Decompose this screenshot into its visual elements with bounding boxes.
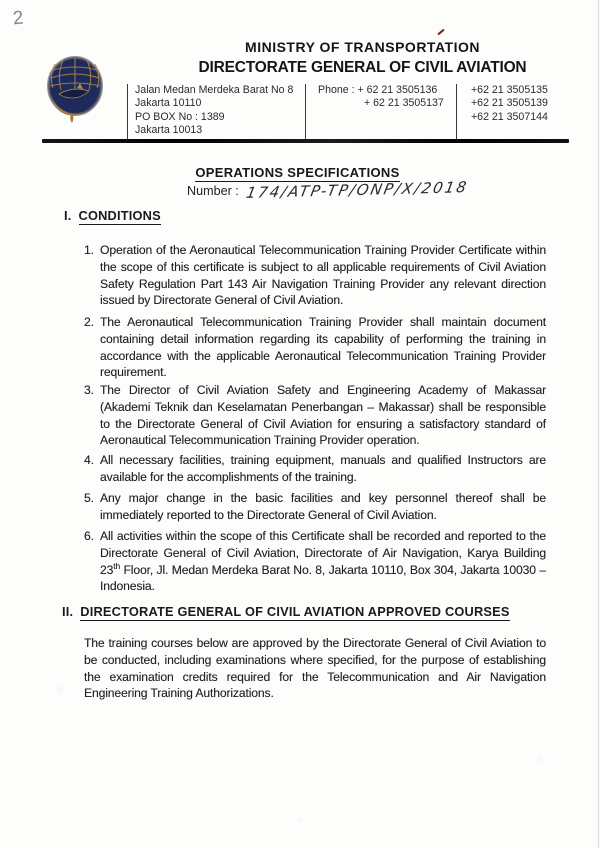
fax-line: +62 21 3505139 (471, 97, 548, 110)
handwritten-page-number: 2 (11, 7, 25, 30)
section-1-title: CONDITIONS (78, 208, 161, 223)
directorate-name: DIRECTORATE GENERAL OF CIVIL AVIATION (198, 59, 527, 76)
item-text: All necessary facilities, training equipment, manuals and qualified Instructors are available for the accomplishments of the training. (100, 453, 546, 484)
item-text: Any major change in the basic facilities and key personnel thereof shall be immediately reported to the Directorate General of Civil Aviation. (100, 491, 546, 522)
condition-item-5 (84, 490, 546, 524)
address-line: PO BOX No : 1389 (135, 110, 225, 123)
item-number: 6. (84, 529, 94, 543)
condition-item-6 (84, 528, 546, 595)
item-text: All activities within the scope of this Certificate shall be recorded and reported to the Directorate General of Civil Aviation, Directorate of Air Navigation, Karya Building 23th Floor, Jl. Medan Merdeka Barat No. 8, Jakarta 10110, Box 304, Jakarta 10030 – Indonesia. (100, 529, 546, 594)
address-line: Jakarta 10110 (135, 97, 202, 110)
phone-line: + 62 21 3505137 (364, 97, 444, 110)
number-label: Number : (187, 184, 239, 198)
condition-item-3 (84, 382, 546, 449)
section-1-numeral: I. (64, 208, 72, 223)
item-text: The Aeronautical Telecommunication Training Provider shall maintain document containing detail information regarding its capability of performing the training in accordance with the applicable Aeronautical Telecommunication Training Provider requirement. (100, 315, 546, 380)
item-number: 4. (84, 453, 94, 467)
fax-line: +62 21 3507144 (471, 110, 548, 123)
item-number: 2. (84, 315, 94, 329)
ministry-of-transportation-logo-icon (47, 56, 105, 124)
item-number: 5. (84, 491, 94, 505)
fax-block (456, 84, 591, 140)
letterhead-contact-block (127, 84, 591, 140)
section-2-numeral: II. (62, 604, 74, 619)
document-title: OPERATIONS SPECIFICATIONS (195, 165, 400, 180)
section-2-paragraph: The training courses below are approved by the Directorate General of Civil Aviation to be conducted, including examinations where specified, for the purpose of establishing the examination credits required for the Telecommunication and Air Navigation Engineering Training Authorizations. (84, 636, 546, 701)
letterhead-titles (130, 38, 595, 78)
condition-item-4 (84, 452, 546, 486)
item-text: The Director of Civil Aviation Safety and Engineering Academy of Makassar (Akademi Teknik dan Keselamatan Penerbangan – Makassar) shall be responsible to the Directorate General of Civil Aviation for ensuring a satisfactory standard of Aeronautical Telecommunication Training Provider operation. (100, 383, 546, 448)
scan-edge-artifact (598, 0, 599, 848)
letterhead-divider-rule (42, 139, 569, 143)
section-2-title: DIRECTORATE GENERAL OF CIVIL AVIATION APPROVED COURSES (80, 604, 510, 619)
ink-speck-artifact (437, 29, 444, 36)
condition-item-1 (84, 242, 546, 309)
address-line: Jakarta 10013 (135, 124, 203, 137)
item-number: 3. (84, 383, 94, 397)
phone-line: Phone : + 62 21 3505136 (318, 84, 438, 96)
address-line: Jalan Medan Merdeka Barat No 8 (135, 84, 294, 96)
section-2-heading (62, 604, 510, 619)
phone-block (305, 84, 456, 140)
condition-item-2 (84, 314, 546, 381)
handwritten-document-number: 174/ATP-TP/ONP/X/2018 (244, 178, 470, 202)
fax-line: +62 21 3505135 (471, 84, 548, 96)
item-text: Operation of the Aeronautical Telecommunication Training Provider Certificate within the scope of this certificate is subject to all applicable requirements of Civil Aviation Safety Regulation Part 143 Air Navigation Training Provider any relevant direction issued by Directorate General of Civil Aviation. (100, 243, 546, 308)
ordinal-superscript: th (113, 560, 121, 571)
section-1-heading (64, 208, 161, 223)
ministry-name: MINISTRY OF TRANSPORTATION (245, 39, 480, 55)
document-number-line (187, 178, 470, 202)
item-number: 1. (84, 243, 94, 257)
address-block (127, 84, 305, 140)
